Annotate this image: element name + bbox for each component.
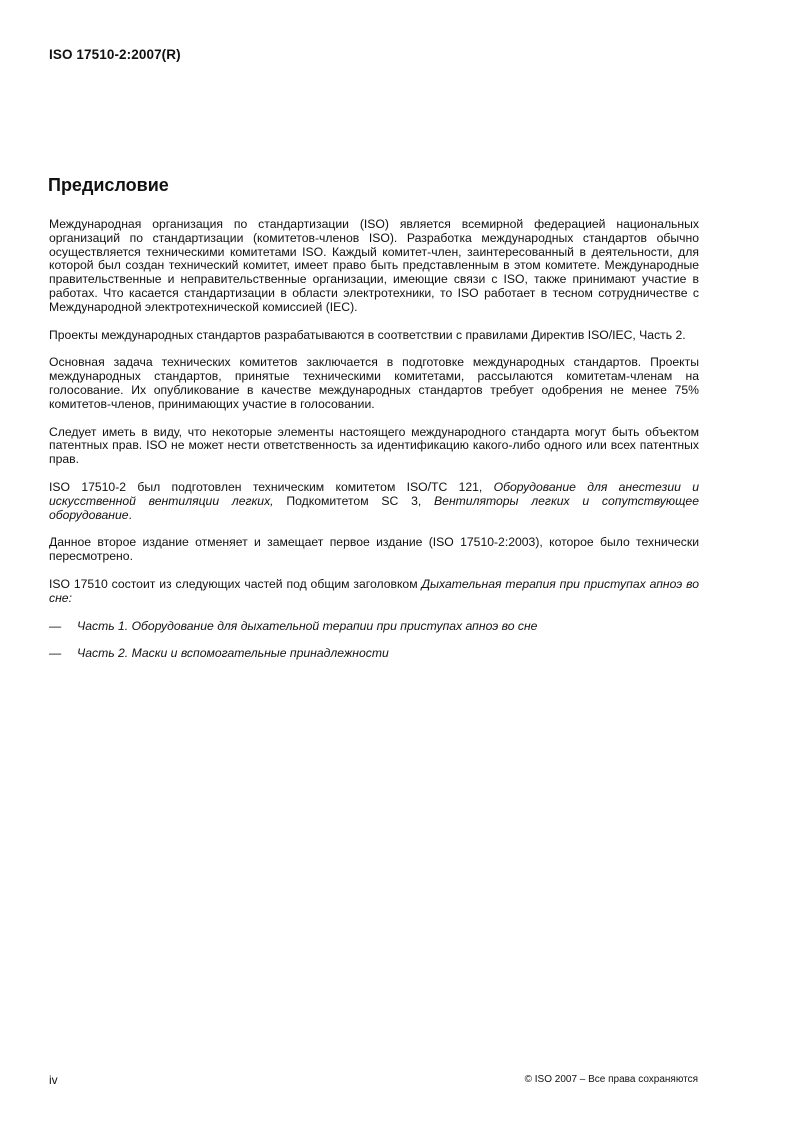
paragraph-edition-note: Данное второе издание отменяет и замещает первое издание (ISO 17510-2:2003), которое было технически пересмотрено. bbox=[49, 535, 699, 564]
list-item-part-2 bbox=[49, 647, 699, 661]
foreword-body bbox=[49, 218, 699, 675]
paragraph-technical-committees: Основная задача технических комитетов заключается в подготовке международных стандартов. Проекты международных стандартов, принятые техническими комитетами, рассылаются комитетам-членам на голосование. Их опубликование в качестве международных стандартов требует одобрения не менее 75% комитетов-членов, принимающих участие в голосовании. bbox=[49, 355, 699, 411]
list-item-part-1 bbox=[49, 620, 699, 634]
preparation-subcommittee-title: Вентиляторы легких и сопутствующее оборудование bbox=[49, 493, 699, 522]
document-header: ISO 17510-2:2007(R) bbox=[49, 47, 181, 62]
parts-general-title: Дыхательная терапия при приступах апноэ во сне: bbox=[49, 576, 699, 605]
part-2-title: Часть 2. Маски и вспомогательные принадлежности bbox=[77, 646, 389, 661]
preparation-text-1: ISO 17510-2 был подготовлен техническим комитетом ISO/TC 121, bbox=[49, 479, 494, 494]
dash-marker: — bbox=[49, 646, 62, 661]
parts-intro-text: ISO 17510 состоит из следующих частей под общим заголовком bbox=[49, 576, 422, 591]
preparation-period: . bbox=[128, 507, 132, 522]
paragraph-preparation bbox=[49, 481, 699, 522]
dash-marker: — bbox=[49, 618, 62, 633]
paragraph-iso-description: Международная организация по стандартизации (ISO) является всемирной федерацией национальных организаций по стандартизации (комитетов-членов ISO). Разработка международных стандартов обычно осуществляется техническими комитетами ISO. Каждый комитет-член, заинтересованный в деятельности, для которой был создан технический комитет, имеет право быть представленным в этом комитете. Международные правительственные и неправительственные организации, имеющие связи с ISO, также принимают участие в работах. Что касается стандартизации в области электротехники, то ISO работает в тесном сотрудничестве с Международной электротехнической комиссией (IEC). bbox=[49, 217, 699, 314]
page-title: Предисловие bbox=[48, 175, 169, 195]
copyright-notice: © ISO 2007 – Все права сохраняются bbox=[524, 1074, 698, 1085]
preparation-committee-title: Оборудование для анестезии и искусственной вентиляции легких, bbox=[49, 479, 699, 508]
paragraph-parts-intro bbox=[49, 578, 699, 606]
page-number: iv bbox=[49, 1073, 58, 1087]
paragraph-iso-iec-directives: Проекты международных стандартов разрабатываются в соответствии с правилами Директив ISO/IEC, Часть 2. bbox=[49, 327, 686, 342]
parts-list bbox=[49, 620, 699, 662]
part-1-title: Часть 1. Оборудование для дыхательной терапии при приступах апноэ во сне bbox=[77, 618, 538, 633]
preparation-text-2: Подкомитетом SC 3, bbox=[273, 493, 435, 508]
paragraph-patent-rights: Следует иметь в виду, что некоторые элементы настоящего международного стандарта могут быть объектом патентных прав. ISO не может нести ответственность за идентификацию какого-либо одного или всех патентных прав. bbox=[49, 424, 699, 467]
